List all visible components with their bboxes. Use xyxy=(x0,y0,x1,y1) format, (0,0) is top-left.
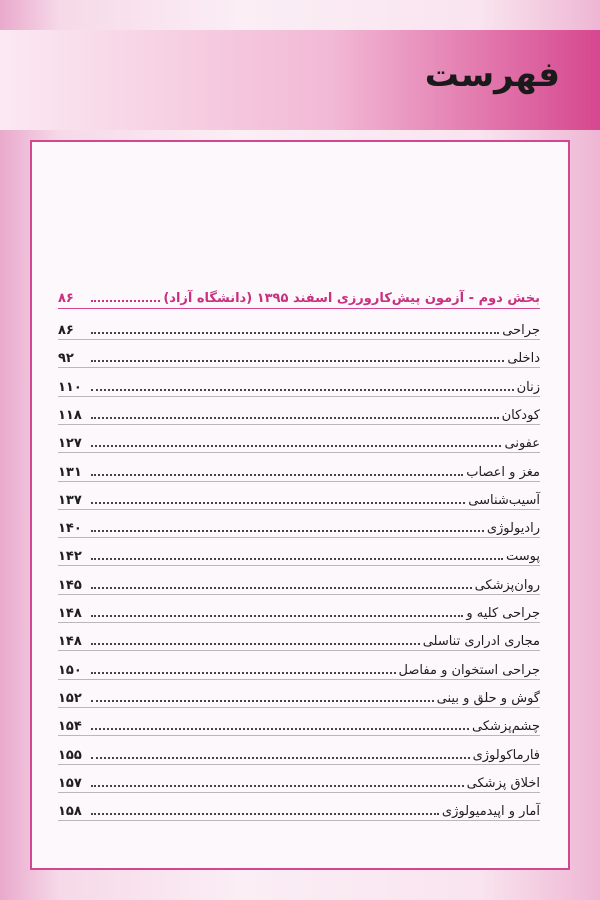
toc-entry-label: زنان xyxy=(516,379,540,395)
dot-leader xyxy=(91,614,463,617)
dot-leader xyxy=(91,642,420,645)
dot-leader xyxy=(91,812,439,815)
toc-entry-label: مجاری ادراری تناسلی xyxy=(422,634,540,650)
toc-entry[interactable] xyxy=(58,708,540,734)
toc-entry[interactable] xyxy=(58,425,540,451)
toc-entry-label: پوست xyxy=(506,549,540,565)
toc-entry-page: ۱۴۸ xyxy=(58,606,82,621)
toc-entry-page: ۱۵۲ xyxy=(58,690,82,706)
dot-leader xyxy=(91,416,499,419)
toc-entry-page: ۱۵۴ xyxy=(58,719,82,735)
toc-entry-label: آسیب‌شناسی xyxy=(468,492,540,508)
section-page: ۸۶ xyxy=(58,291,74,306)
toc-entry[interactable] xyxy=(58,652,540,678)
section-separator xyxy=(58,308,540,309)
toc-entry-label: جراحی کلیه و xyxy=(466,606,540,621)
toc-entry-page: ۱۵۸ xyxy=(58,804,82,820)
toc-entry-page: ۱۴۲ xyxy=(58,549,82,565)
toc-entry[interactable] xyxy=(58,397,540,423)
dot-leader xyxy=(91,784,464,787)
toc-entry-page: ۸۶ xyxy=(58,323,74,338)
toc-entry-page: ۱۳۷ xyxy=(58,492,82,508)
toc-entry[interactable] xyxy=(58,369,540,395)
page-title: فهرست xyxy=(424,55,560,95)
toc-entry-label: چشم‌پزشکی xyxy=(472,719,540,735)
dot-leader xyxy=(91,756,470,759)
toc-entry[interactable] xyxy=(58,793,540,819)
toc-entry-page: ۱۳۱ xyxy=(58,464,82,480)
section-label: بخش دوم - آزمون پیش‌کارورزی اسفند ۱۳۹۵ (دانشگاه آزاد) xyxy=(163,291,540,306)
toc-entry-page: ۱۴۸ xyxy=(58,634,82,650)
toc-entry-page: ۱۱۸ xyxy=(58,407,82,423)
toc-entry[interactable] xyxy=(58,340,540,366)
toc-entry-label: عفونی xyxy=(504,436,540,452)
toc-entry-page: ۹۲ xyxy=(58,351,74,367)
dot-leader xyxy=(91,529,484,532)
toc-entry[interactable] xyxy=(58,567,540,593)
toc-entry[interactable] xyxy=(58,623,540,649)
dot-leader xyxy=(91,699,434,702)
toc-entry-label: کودکان xyxy=(501,407,540,423)
dot-leader xyxy=(91,671,396,674)
toc-section-header[interactable] xyxy=(58,280,540,306)
toc-entry[interactable] xyxy=(58,312,540,338)
dot-leader xyxy=(91,359,504,362)
dot-leader xyxy=(91,331,499,334)
toc-entry-page: ۱۵۰ xyxy=(58,662,82,678)
toc-entry[interactable] xyxy=(58,510,540,536)
toc-entry-label: گوش و حلق و بینی xyxy=(436,690,540,706)
toc-entry[interactable] xyxy=(58,737,540,763)
dot-leader xyxy=(91,727,469,730)
toc-entry-page: ۱۵۷ xyxy=(58,775,82,791)
dot-leader xyxy=(91,557,503,560)
toc-entry[interactable] xyxy=(58,765,540,791)
toc-entry-label: جراحی xyxy=(502,323,540,338)
toc-entry-label: داخلی xyxy=(507,351,540,367)
toc-entry-label: روان‌پزشکی xyxy=(474,577,540,593)
toc-entry-label: رادیولوژی xyxy=(486,521,540,537)
dot-leader xyxy=(91,473,463,476)
toc-entry-page: ۱۲۷ xyxy=(58,436,82,452)
toc-entry-label: جراحی استخوان و مفاصل xyxy=(398,662,540,678)
toc-entry-page: ۱۱۰ xyxy=(58,379,82,395)
toc-entry[interactable] xyxy=(58,538,540,564)
toc-entry-page: ۱۵۵ xyxy=(58,747,82,763)
toc-entry-page: ۱۴۰ xyxy=(58,521,82,537)
toc-entry-label: اخلاق پزشکی xyxy=(466,775,540,791)
toc-entry-label: آمار و اپیدمیولوژی xyxy=(441,804,540,820)
dot-leader xyxy=(91,444,501,447)
toc-entry-label: فارماکولوژی xyxy=(472,747,540,763)
dot-leader xyxy=(91,388,514,391)
toc-entry-label: مغز و اعصاب xyxy=(466,464,540,480)
toc-entry[interactable] xyxy=(58,680,540,706)
toc-entry[interactable] xyxy=(58,454,540,480)
toc-entry-page: ۱۴۵ xyxy=(58,577,82,593)
dot-leader xyxy=(91,299,160,302)
row-separator xyxy=(58,820,540,821)
toc-entry[interactable] xyxy=(58,595,540,621)
toc-entry[interactable] xyxy=(58,482,540,508)
dot-leader xyxy=(91,586,472,589)
dot-leader xyxy=(91,501,465,504)
